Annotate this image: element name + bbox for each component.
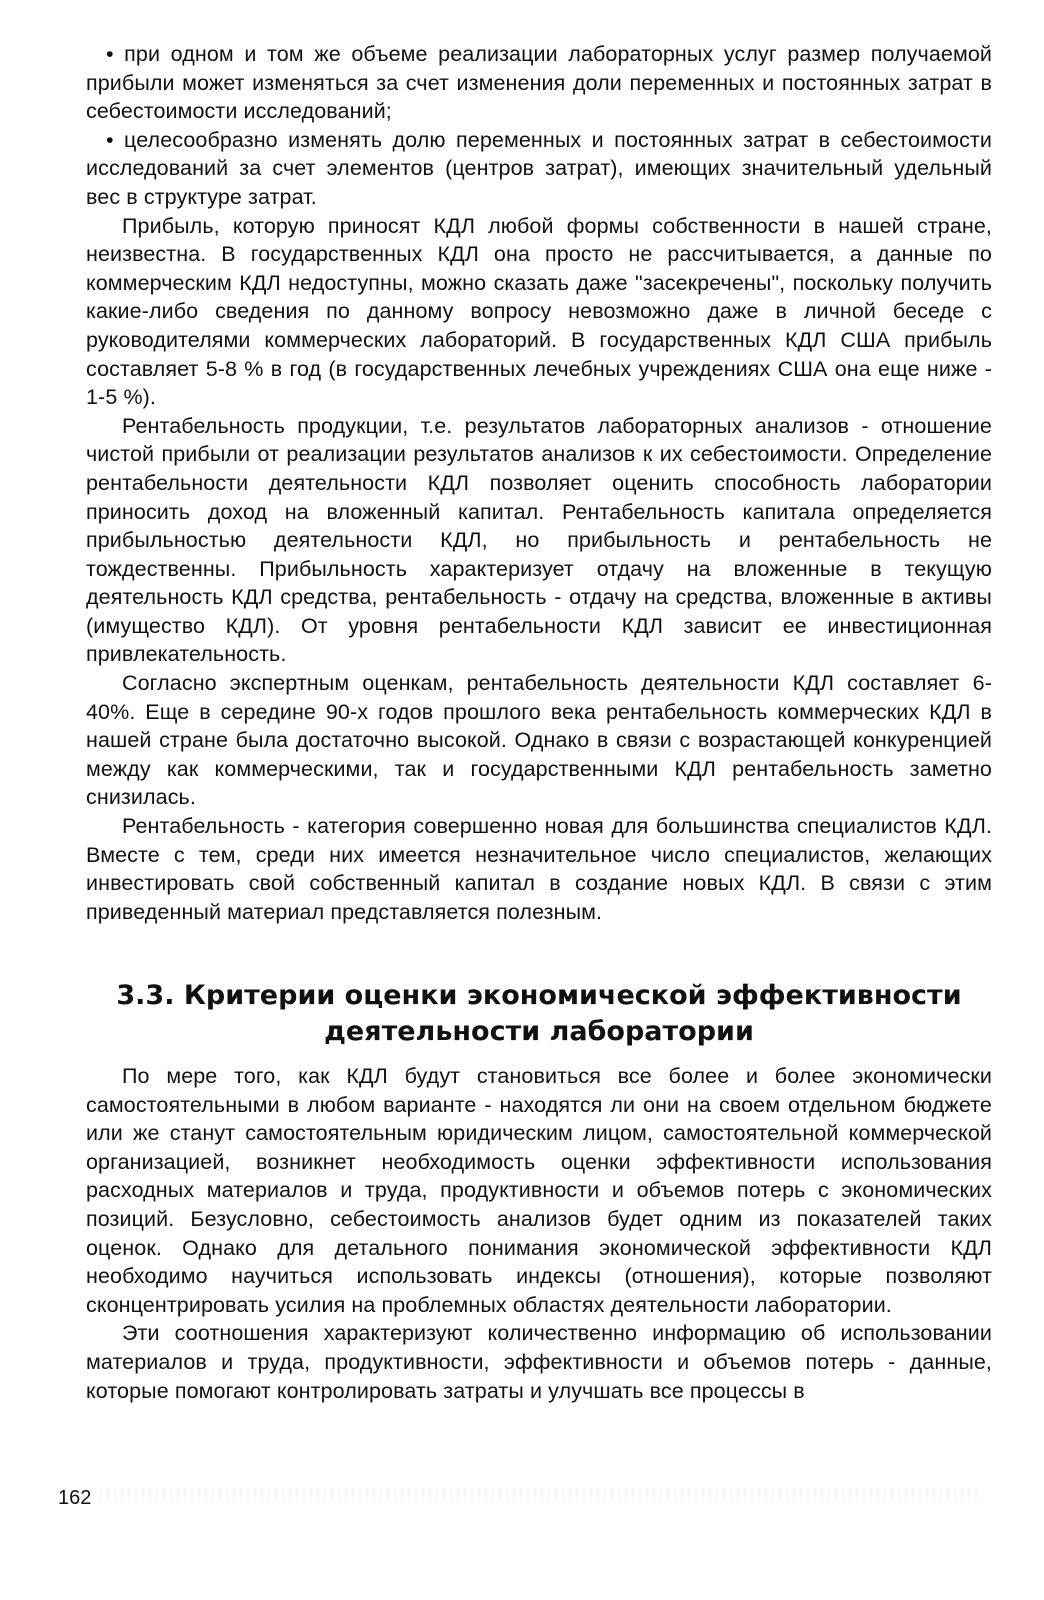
section-heading-line-1: 3.3. Критерии оценки экономической эффективности xyxy=(116,980,962,1011)
paragraph: По мере того, как КДЛ будут становиться все более и более экономически самостоятельными в любом варианте - находятся ли они на своем отдельном бюджете или же станут самостоятельным юридическим лицом, самостоятельной коммерческой организацией, возникнет необходимость оценки эффективности использования расходных материалов и труда, продуктивности и объемов потерь с экономических позиций. Безусловно, себестоимость анализов будет одним из показателей таких оценок. Однако для детального понимания экономической эффективности КДЛ необходимо научиться использовать индексы (отношения), которые позволяют сконцентрировать усилия на проблемных областях деятельности лаборатории. xyxy=(86,1064,992,1317)
paragraph: Прибыль, которую приносят КДЛ любой формы собственности в нашей стране, неизвестна. В государственных КДЛ она просто не рассчитывается, а данные по коммерческим КДЛ недоступны, можно сказать даже "засекречены", поскольку получить какие-либо сведения по данному вопросу невозможно даже в личной беседе с руководителями коммерческих лабораторий. В государственных КДЛ США прибыль составляет 5-8 % в год (в государственных лечебных учреждениях США она еще ниже - 1-5 %). xyxy=(86,213,992,410)
bullet-item: • целесообразно изменять долю переменных и постоянных затрат в себестоимости исследований за счет элементов (центров затрат), имеющих значительный удельный вес в структуре затрат. xyxy=(86,127,992,209)
section-heading xyxy=(86,978,992,1050)
paragraph: Рентабельность продукции, т.е. результатов лабораторных анализов - отношение чистой прибыли от реализации результатов анализов к их себестоимости. Определение рентабельности деятельности КДЛ позволяет оценить способность лаборатории приносить доход на вложенный капитал. Рентабельность капитала определяется прибыльностью деятельности КДЛ, но прибыльность и рентабельность не тождественны. Прибыльность характеризует отдачу на вложенные в текущую деятельность КДЛ средства, рентабельность - отдачу на средства, вложенные в активы (имущество КДЛ). От уровня рентабельности КДЛ зависит ее инвестиционная привлекательность. xyxy=(86,413,992,667)
paragraph: Согласно экспертным оценкам, рентабельность деятельности КДЛ составляет 6-40%. Еще в середине 90-х годов прошлого века рентабельность коммерческих КДЛ в нашей стране была достаточно высокой. Однако в связи с возрастающей конкуренцией между как коммерческими, так и государственными КДЛ рентабельность заметно снизилась. xyxy=(86,671,992,810)
text-block-top xyxy=(86,40,992,926)
page-number: 162 xyxy=(58,1487,92,1509)
section-heading-line-2: деятельности лаборатории xyxy=(324,1016,754,1047)
bullet-item: • при одном и том же объеме реализации лабораторных услуг размер получаемой прибыли может изменяться за счет изменения доли переменных и постоянных затрат в себестоимости исследований; xyxy=(86,42,992,124)
scan-artifact xyxy=(100,1488,980,1502)
text-block-bottom xyxy=(86,1062,992,1405)
paragraph: Эти соотношения характеризуют количественно информацию об использовании материалов и труда, продуктивности, эффективности и объемов потерь - данные, которые помогают контролировать затраты и улучшать все процессы в xyxy=(86,1321,992,1403)
paragraph: Рентабельность - категория совершенно новая для большинства специалистов КДЛ. Вместе с тем, среди них имеется незначительное число специалистов, желающих инвестировать свой собственный капитал в создание новых КДЛ. В связи с этим приведенный материал представляется полезным. xyxy=(86,814,992,924)
